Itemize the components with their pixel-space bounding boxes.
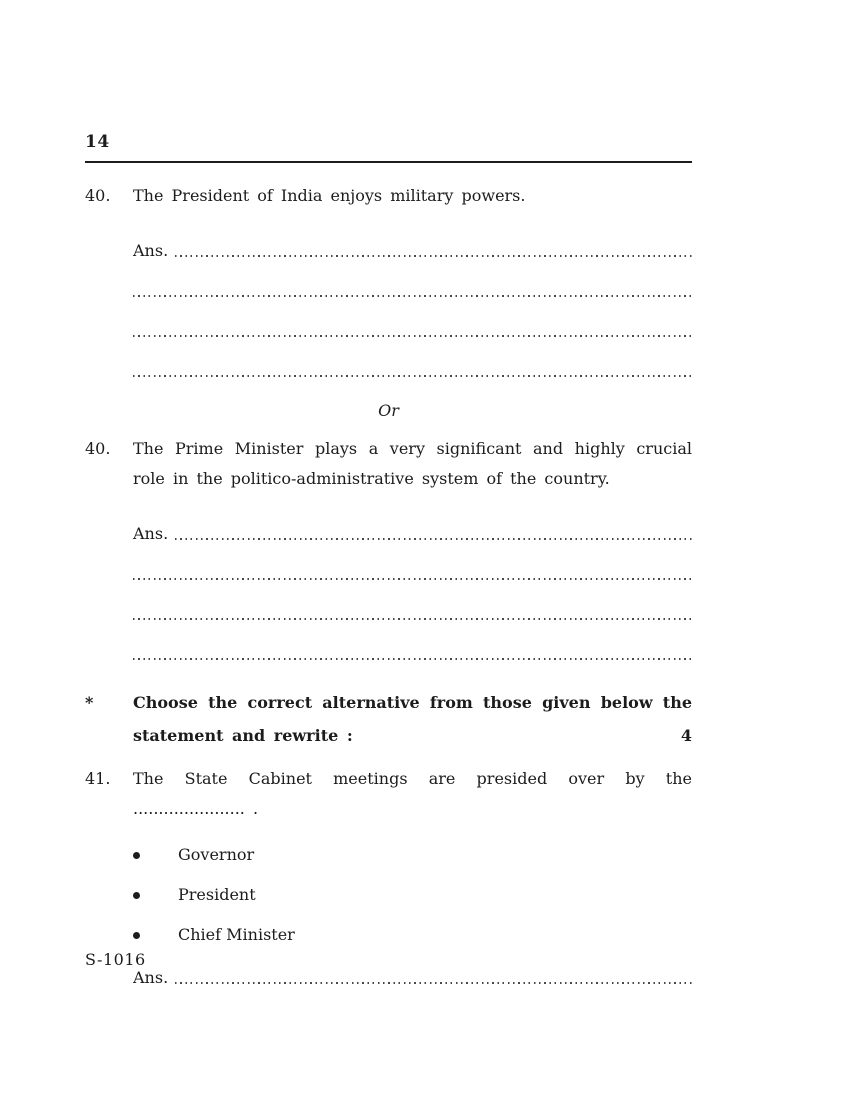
question-text: The Prime Minister plays a very significant and highly crucial role in the politico-administrative system of the country. xyxy=(133,439,692,488)
answer-row xyxy=(133,548,692,588)
bullet-icon xyxy=(133,892,140,899)
option-label: Chief Minister xyxy=(178,925,295,944)
answer-line xyxy=(175,538,692,540)
answer-label: Ans. xyxy=(133,968,169,987)
option-label: President xyxy=(178,885,256,904)
answer-row xyxy=(133,225,692,265)
question-number: 40. xyxy=(85,439,111,458)
bullet-icon xyxy=(133,852,140,859)
answer-line xyxy=(133,335,692,337)
or-separator: Or xyxy=(378,401,399,420)
instruction-text xyxy=(133,686,692,752)
answer-block xyxy=(133,225,692,385)
marks-value: 4 xyxy=(680,726,692,745)
answer-row xyxy=(133,950,692,992)
question-40-first xyxy=(85,181,692,385)
answer-line xyxy=(175,982,692,984)
answer-block xyxy=(133,508,692,668)
answer-line xyxy=(133,375,692,377)
option-row xyxy=(133,870,692,910)
question-number: 40. xyxy=(85,186,111,205)
option-row xyxy=(133,910,692,950)
options-list xyxy=(133,830,692,950)
header-divider xyxy=(85,161,692,163)
answer-row xyxy=(133,588,692,628)
answer-label: Ans. xyxy=(133,241,169,260)
answer-row xyxy=(133,628,692,668)
question-text: The State Cabinet meetings are presided over by the ...................... . xyxy=(133,769,692,818)
answer-block xyxy=(133,950,692,992)
bullet-icon xyxy=(133,932,140,939)
answer-line xyxy=(175,255,692,257)
option-label: Governor xyxy=(178,845,255,864)
answer-row xyxy=(133,508,692,548)
answer-line xyxy=(133,295,692,297)
question-number: 41. xyxy=(85,769,111,788)
question-40-or xyxy=(85,434,692,668)
page-header xyxy=(85,132,692,163)
answer-label: Ans. xyxy=(133,524,169,543)
instruction-block xyxy=(85,686,692,752)
answer-line xyxy=(133,618,692,620)
answer-line xyxy=(133,578,692,580)
answer-row xyxy=(133,305,692,345)
instruction-marker: * xyxy=(85,693,94,712)
question-text: The President of India enjoys military powers. xyxy=(133,186,526,205)
answer-row xyxy=(133,345,692,385)
question-41 xyxy=(85,764,692,992)
footer-code: S-1016 xyxy=(85,950,146,969)
page-number: 14 xyxy=(85,132,110,152)
instruction-sentence: Choose the correct alternative from those given below the statement and rewrite : xyxy=(133,693,692,745)
answer-row xyxy=(133,265,692,305)
answer-line xyxy=(133,658,692,660)
option-row xyxy=(133,830,692,870)
